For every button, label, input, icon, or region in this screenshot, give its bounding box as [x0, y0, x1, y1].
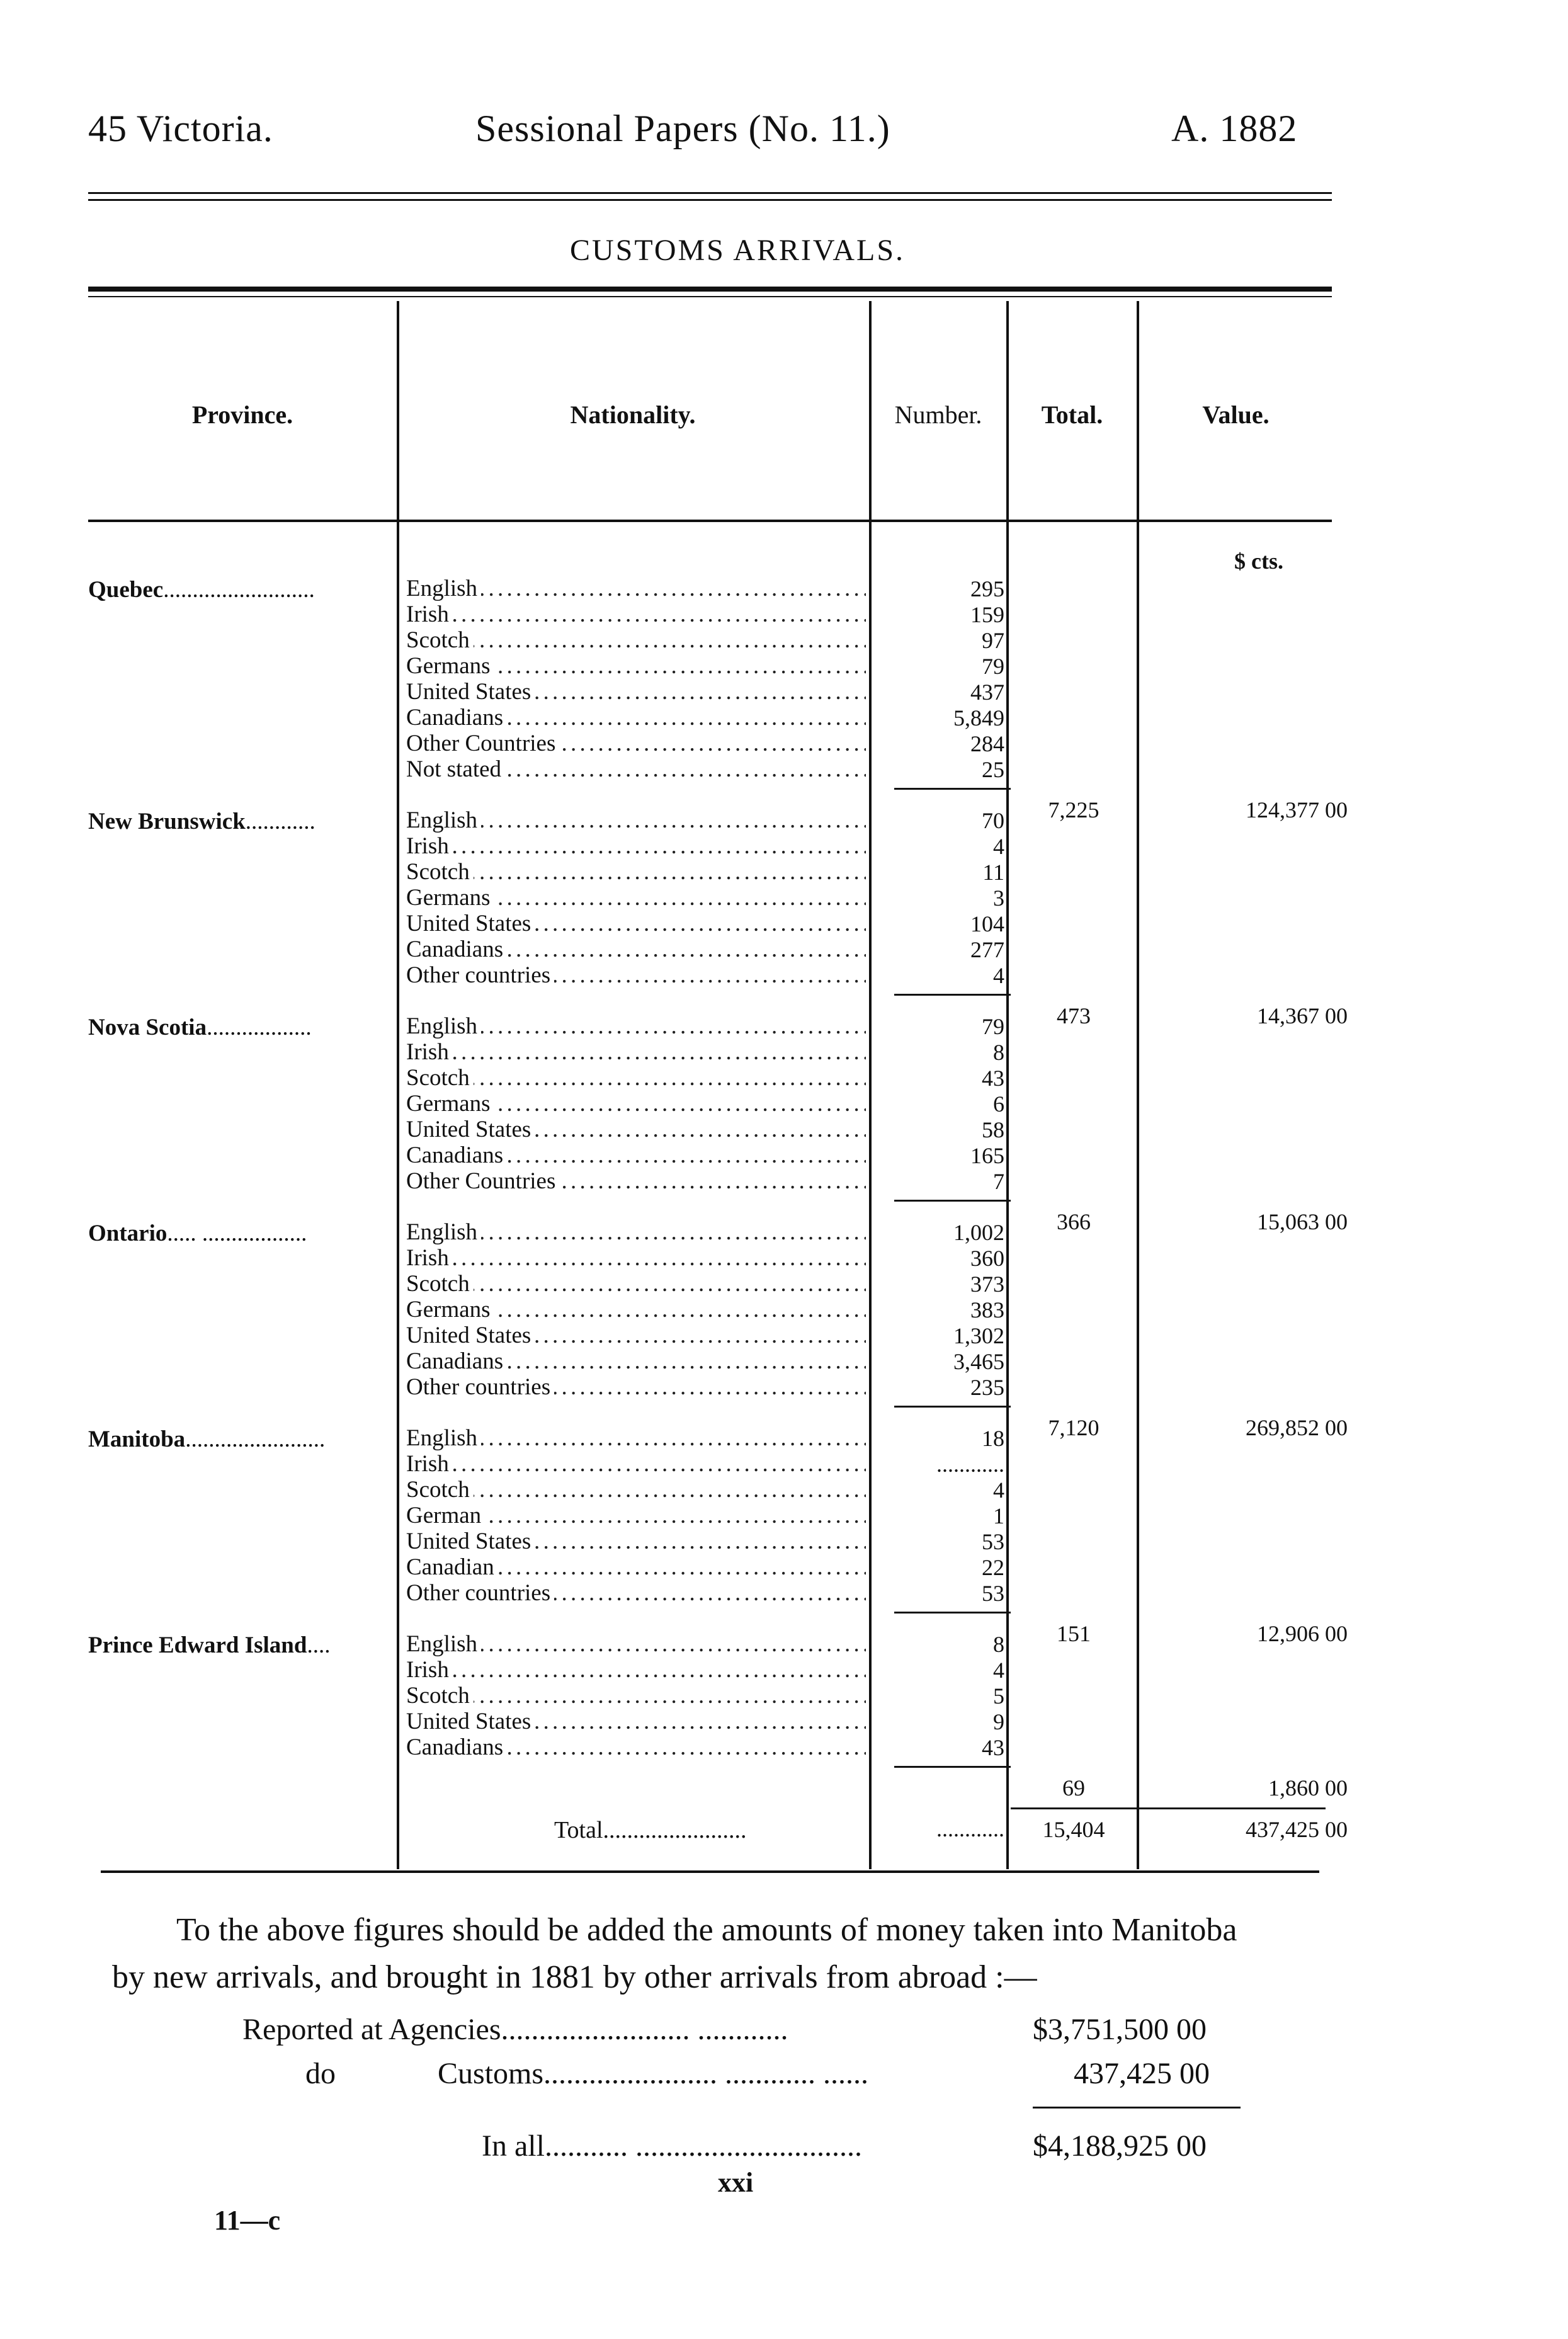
number-cell: 295	[970, 576, 1004, 601]
column-header-province: Province.	[191, 401, 293, 429]
title-rule-thick	[88, 287, 1332, 292]
column-header-value: Value.	[1202, 401, 1270, 429]
nationality-label: Other Countries	[406, 731, 559, 756]
header-rule-1	[88, 192, 1332, 194]
nationality-cell	[406, 1040, 866, 1065]
grand-total-dots: ........................	[603, 1817, 747, 1843]
nationality-cell	[406, 963, 866, 988]
nationality-cell	[406, 1683, 866, 1709]
nationality-cell	[406, 576, 866, 601]
nationality-cell	[406, 911, 866, 936]
nationality-label: Germans	[406, 654, 494, 679]
note-line-2: by new arrivals, and brought in 1881 by other arrivals from abroad :—	[112, 1959, 1037, 1995]
grand-total-number: ............	[936, 1816, 1004, 1841]
nationality-cell	[406, 1477, 866, 1503]
number-cell: 7	[993, 1169, 1004, 1194]
province-name	[88, 1632, 330, 1659]
number-cell: 373	[970, 1272, 1004, 1297]
nationality-label: Irish	[406, 1246, 453, 1271]
nationality-label: English	[406, 808, 481, 833]
subtotal-rule	[894, 1612, 1011, 1613]
province-label: Quebec	[88, 577, 164, 603]
signature-mark: 11—c	[214, 2205, 281, 2236]
nationality-cell	[406, 1246, 866, 1271]
col-divider-1	[397, 301, 399, 1869]
number-cell: 383	[970, 1297, 1004, 1323]
grand-total-value: 437,425 00	[1246, 1817, 1348, 1842]
col-divider-4	[1137, 301, 1139, 1869]
column-header-rule	[88, 520, 1332, 522]
sum-rule	[1033, 2107, 1241, 2109]
number-cell: 97	[982, 628, 1004, 653]
nationality-label: Scotch	[406, 1683, 474, 1709]
nationality-label: Other countries	[406, 1375, 554, 1400]
agencies-value: $3,751,500 00	[1033, 2013, 1207, 2046]
province-total: 151	[1057, 1621, 1091, 1646]
nationality-cell	[406, 885, 866, 911]
column-header-total: Total.	[1041, 401, 1103, 429]
province-value: 12,906 00	[1257, 1621, 1348, 1646]
customs-value: 437,425 00	[1074, 2057, 1210, 2090]
number-cell: 53	[982, 1581, 1004, 1606]
agencies-row	[242, 2012, 788, 2047]
nationality-label: Canadians	[406, 1143, 507, 1168]
subtotal-rule	[894, 1406, 1011, 1408]
nationality-cell	[406, 860, 866, 885]
nationality-label: Irish	[406, 602, 453, 627]
nationality-label: English	[406, 576, 481, 601]
number-cell: 18	[982, 1426, 1004, 1451]
number-cell: 79	[982, 654, 1004, 679]
nationality-label: Germans	[406, 1297, 494, 1323]
nationality-label: Scotch	[406, 1272, 474, 1297]
nationality-label: Irish	[406, 1452, 453, 1477]
nationality-cell	[406, 1014, 866, 1039]
nationality-label: Canadian	[406, 1555, 498, 1580]
nationality-cell	[406, 1323, 866, 1348]
subtotal-rule	[894, 1766, 1011, 1768]
number-cell: 79	[982, 1014, 1004, 1039]
number-cell: 9	[993, 1709, 1004, 1734]
province-dots: ............	[245, 809, 315, 834]
province-name	[88, 1426, 325, 1453]
number-cell: 43	[982, 1066, 1004, 1091]
header-center: Sessional Papers (No. 11.)	[475, 108, 890, 149]
number-cell: 277	[970, 937, 1004, 962]
nationality-label: English	[406, 1426, 481, 1451]
nationality-label: Canadians	[406, 1349, 507, 1374]
nationality-label: United States	[406, 680, 535, 705]
nationality-cell	[406, 1529, 866, 1554]
province-value: 15,063 00	[1257, 1209, 1348, 1234]
number-cell: 8	[993, 1040, 1004, 1065]
number-cell: 25	[982, 757, 1004, 782]
province-total: 7,120	[1048, 1415, 1099, 1440]
province-label: Ontario	[88, 1221, 168, 1246]
nationality-cell	[406, 1349, 866, 1374]
nationality-label: Scotch	[406, 860, 474, 885]
grand-total-row-label	[554, 1816, 747, 1844]
grand-total-total: 15,404	[1042, 1817, 1105, 1842]
grand-total-label: Total	[554, 1817, 603, 1843]
province-value: 124,377 00	[1246, 797, 1348, 822]
number-cell: 4	[993, 1658, 1004, 1683]
nationality-label: Irish	[406, 1040, 453, 1065]
header-rule-2	[88, 199, 1332, 201]
nationality-cell	[406, 1297, 866, 1323]
province-label: New Brunswick	[88, 809, 246, 834]
nationality-label: Scotch	[406, 1066, 474, 1091]
nationality-cell	[406, 1632, 866, 1657]
customs-do: do	[305, 2057, 336, 2090]
province-name	[88, 808, 315, 835]
nationality-label: Not stated	[406, 757, 505, 782]
province-value: 1,860 00	[1268, 1775, 1348, 1801]
nationality-cell	[406, 1066, 866, 1091]
number-cell: 22	[982, 1555, 1004, 1580]
nationality-cell	[406, 1426, 866, 1451]
nationality-cell	[406, 680, 866, 705]
nationality-cell	[406, 1375, 866, 1400]
subtotal-rule	[894, 994, 1011, 996]
subtotal-rule	[894, 788, 1011, 790]
agencies-label: Reported at Agencies	[242, 2013, 501, 2046]
number-cell: 6	[993, 1091, 1004, 1117]
nationality-cell	[406, 1709, 866, 1734]
number-cell: 437	[970, 680, 1004, 705]
col-divider-2	[869, 301, 872, 1869]
nationality-label: United States	[406, 911, 535, 936]
nationality-cell	[406, 834, 866, 859]
number-cell: 4	[993, 1477, 1004, 1503]
province-dots: ........................	[185, 1426, 326, 1452]
nationality-cell	[406, 1735, 866, 1760]
nationality-cell	[406, 602, 866, 627]
nationality-cell	[406, 1117, 866, 1142]
in-all-row	[482, 2129, 862, 2163]
number-cell: ............	[936, 1452, 1004, 1477]
nationality-label: United States	[406, 1117, 535, 1142]
province-value: 14,367 00	[1257, 1003, 1348, 1028]
province-value: 269,852 00	[1246, 1415, 1348, 1440]
customs-dots: ....................... ............ ......	[543, 2057, 869, 2090]
province-total: 366	[1057, 1209, 1091, 1234]
number-cell: 4	[993, 834, 1004, 859]
number-cell: 1	[993, 1503, 1004, 1528]
in-all-value: $4,188,925 00	[1033, 2129, 1207, 2163]
nationality-cell	[406, 1581, 866, 1606]
number-cell: 235	[970, 1375, 1004, 1400]
province-name	[88, 1014, 312, 1041]
column-header-number: Number.	[894, 401, 982, 429]
nationality-label: German	[406, 1503, 485, 1528]
province-total: 473	[1057, 1003, 1091, 1028]
number-cell: 3,465	[953, 1349, 1004, 1374]
nationality-cell	[406, 1555, 866, 1580]
nationality-label: Irish	[406, 834, 453, 859]
col-divider-3	[1006, 301, 1009, 1869]
number-cell: 165	[970, 1143, 1004, 1168]
province-dots: ..........................	[163, 577, 315, 603]
province-dots: ..... ..................	[167, 1221, 307, 1246]
value-units: $ cts.	[1234, 549, 1283, 574]
note-line-1: To the above figures should be added the amounts of money taken into Manitoba	[176, 1912, 1237, 1948]
nationality-label: Other countries	[406, 1581, 554, 1606]
number-cell: 4	[993, 963, 1004, 988]
nationality-label: English	[406, 1220, 481, 1245]
number-cell: 43	[982, 1735, 1004, 1760]
subtotal-rule	[894, 1200, 1011, 1202]
customs-label: Customs	[438, 2057, 544, 2090]
nationality-label: English	[406, 1014, 481, 1039]
number-cell: 11	[982, 860, 1004, 885]
number-cell: 58	[982, 1117, 1004, 1142]
number-cell: 53	[982, 1529, 1004, 1554]
in-all-label: In all	[482, 2129, 545, 2163]
number-cell: 5,849	[953, 705, 1004, 731]
province-label: Nova Scotia	[88, 1015, 207, 1040]
nationality-cell	[406, 1658, 866, 1683]
column-header-nationality: Nationality.	[570, 401, 696, 429]
nationality-label: Scotch	[406, 1477, 474, 1503]
number-cell: 159	[970, 602, 1004, 627]
in-all-dots: ........... ..............................	[544, 2129, 862, 2163]
nationality-label: Canadians	[406, 937, 507, 962]
nationality-label: Scotch	[406, 628, 474, 653]
customs-row	[438, 2056, 868, 2091]
nationality-label: Canadians	[406, 705, 507, 731]
nationality-cell	[406, 1143, 866, 1168]
nationality-label: Germans	[406, 885, 494, 911]
province-label: Manitoba	[88, 1426, 186, 1452]
nationality-cell	[406, 1272, 866, 1297]
nationality-cell	[406, 628, 866, 653]
province-total: 69	[1062, 1775, 1085, 1801]
nationality-label: United States	[406, 1529, 535, 1554]
nationality-cell	[406, 757, 866, 782]
province-dots: ..................	[207, 1015, 312, 1040]
province-total: 7,225	[1048, 797, 1099, 822]
nationality-label: Canadians	[406, 1735, 507, 1760]
number-cell: 3	[993, 885, 1004, 911]
nationality-cell	[406, 1503, 866, 1528]
nationality-label: Irish	[406, 1658, 453, 1683]
nationality-cell	[406, 731, 866, 756]
nationality-cell	[406, 1091, 866, 1117]
nationality-cell	[406, 705, 866, 731]
page-number: xxi	[718, 2167, 754, 2198]
number-cell: 8	[993, 1632, 1004, 1657]
header-left: 45 Victoria.	[88, 108, 273, 149]
nationality-cell	[406, 654, 866, 679]
nationality-label: Other countries	[406, 963, 554, 988]
province-label: Prince Edward Island	[88, 1632, 307, 1658]
nationality-label: English	[406, 1632, 481, 1657]
page-title: CUSTOMS ARRIVALS.	[570, 234, 906, 267]
nationality-cell	[406, 1169, 866, 1194]
number-cell: 104	[970, 911, 1004, 936]
province-dots: ....	[307, 1632, 331, 1658]
number-cell: 1,002	[953, 1220, 1004, 1245]
title-rule-thin	[88, 296, 1332, 297]
nationality-label: Germans	[406, 1091, 494, 1117]
number-cell: 1,302	[953, 1323, 1004, 1348]
nationality-cell	[406, 937, 866, 962]
number-cell: 70	[982, 808, 1004, 833]
agencies-dots: ......................... ............	[501, 2013, 788, 2046]
number-cell: 360	[970, 1246, 1004, 1271]
grand-total-rule	[1011, 1807, 1326, 1809]
nationality-label: Other Countries	[406, 1169, 559, 1194]
number-cell: 284	[970, 731, 1004, 756]
nationality-cell	[406, 1220, 866, 1245]
header-right: A. 1882	[1171, 108, 1298, 149]
province-name	[88, 1220, 307, 1247]
nationality-label: United States	[406, 1709, 535, 1734]
nationality-cell	[406, 808, 866, 833]
number-cell: 5	[993, 1683, 1004, 1709]
province-name	[88, 576, 315, 603]
nationality-cell	[406, 1452, 866, 1477]
table-bottom-rule	[101, 1870, 1319, 1873]
nationality-label: United States	[406, 1323, 535, 1348]
